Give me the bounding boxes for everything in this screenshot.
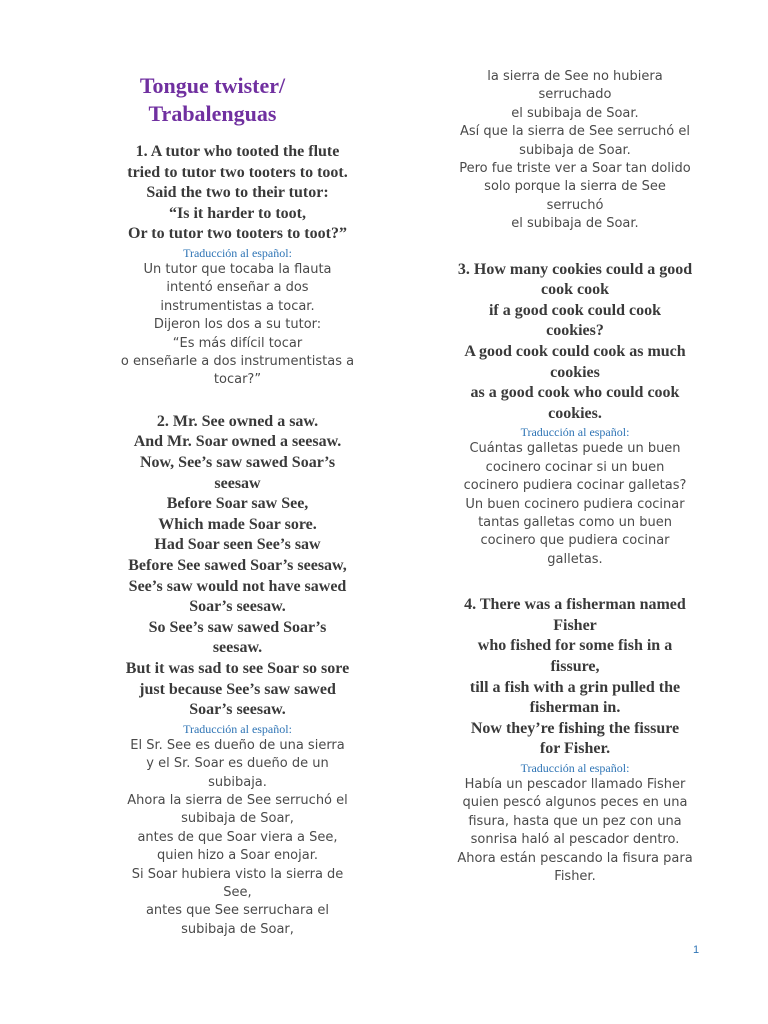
twister-4-translation-label: Traducción al español: xyxy=(520,761,630,775)
twister-2 xyxy=(100,412,375,939)
page-number: 1 xyxy=(693,944,700,956)
twister-1-english: 1. A tutor who tooted the flute tried to tutor two tooters to toot. Said the two to their tutor: “Is it harder to toot, Or to tutor two tooters to toot?” xyxy=(127,143,348,243)
twister-2-english: 2. Mr. See owned a saw. And Mr. Soar owned a seesaw. Now, See’s saw sawed Soar’s seesaw Before Soar saw See, Which made Soar sore. Had Soar seen See’s saw Before See sawed Soar’s seesaw, See’s saw would not have sawed Soar’s seesaw. So See’s saw sawed Soar’s seesaw. But it was sad to see Soar so sore just because See’s saw sawed Soar’s seesaw. xyxy=(125,412,350,719)
twister-4-spanish: Había un pescador llamado Fisher quien pescó algunos peces en una fisura, hasta que un pez con una sonrisa haló al pescador dentro. Ahora están pescando la fisura para Fisher. xyxy=(457,777,693,885)
twister-3-spanish: Cuántas galletas puede un buen cocinero cocinar si un buen cocinero pudiera cocinar galletas? Un buen cocinero pudiera cocinar tantas galletas como un buen cocinero que pudiera cocinar galletas. xyxy=(463,441,687,567)
twister-2-translation-label: Traducción al español: xyxy=(183,721,292,736)
right-column xyxy=(425,68,725,886)
left-column xyxy=(100,68,375,939)
twister-4 xyxy=(425,595,725,886)
twister-3-translation-label: Traducción al español: xyxy=(520,425,630,440)
twister-1 xyxy=(100,142,375,390)
twister-4-english: 4. There was a fisherman named Fisher who fished for some fish in a fissure, till a fish with a grin pulled the fisherman in. Now they’re fishing the fissure for Fisher. xyxy=(464,596,686,758)
page-title: Tongue twister/ Trabalenguas xyxy=(139,73,286,126)
twister-3 xyxy=(425,260,725,570)
twister-1-translation-label: Traducción al español: xyxy=(183,245,292,260)
twister-3-english: 3. How many cookies could a good cook cook if a good cook could cook cookies? A good cook could cook as much cookies as a good cook who could cook cookies. xyxy=(457,260,693,422)
twister-1-spanish: Un tutor que tocaba la flauta intentó enseñar a dos instrumentistas a tocar. Dijeron los dos a su tutor: “Es más difícil tocar o enseñarle a dos instrumentistas a tocar?” xyxy=(120,261,355,388)
twister-2-spanish-part2: la sierra de See no hubiera serruchado el subibaja de Soar. Así que la sierra de See serruchó el subibaja de Soar. Pero fue triste ver a Soar tan dolido solo porque la sierra de See serruchó el subibaja de Soar. xyxy=(459,69,691,232)
twister-2-spanish-part1: El Sr. See es dueño de una sierra y el Sr. Soar es dueño de un subibaja. Ahora la sierra de See serruchó el subibaja de Soar, antes de que Soar viera a See, quien hizo a Soar enojar. Si Soar hubiera visto la sierra de See, antes que See serruchara el subibaja de Soar, xyxy=(127,737,348,937)
